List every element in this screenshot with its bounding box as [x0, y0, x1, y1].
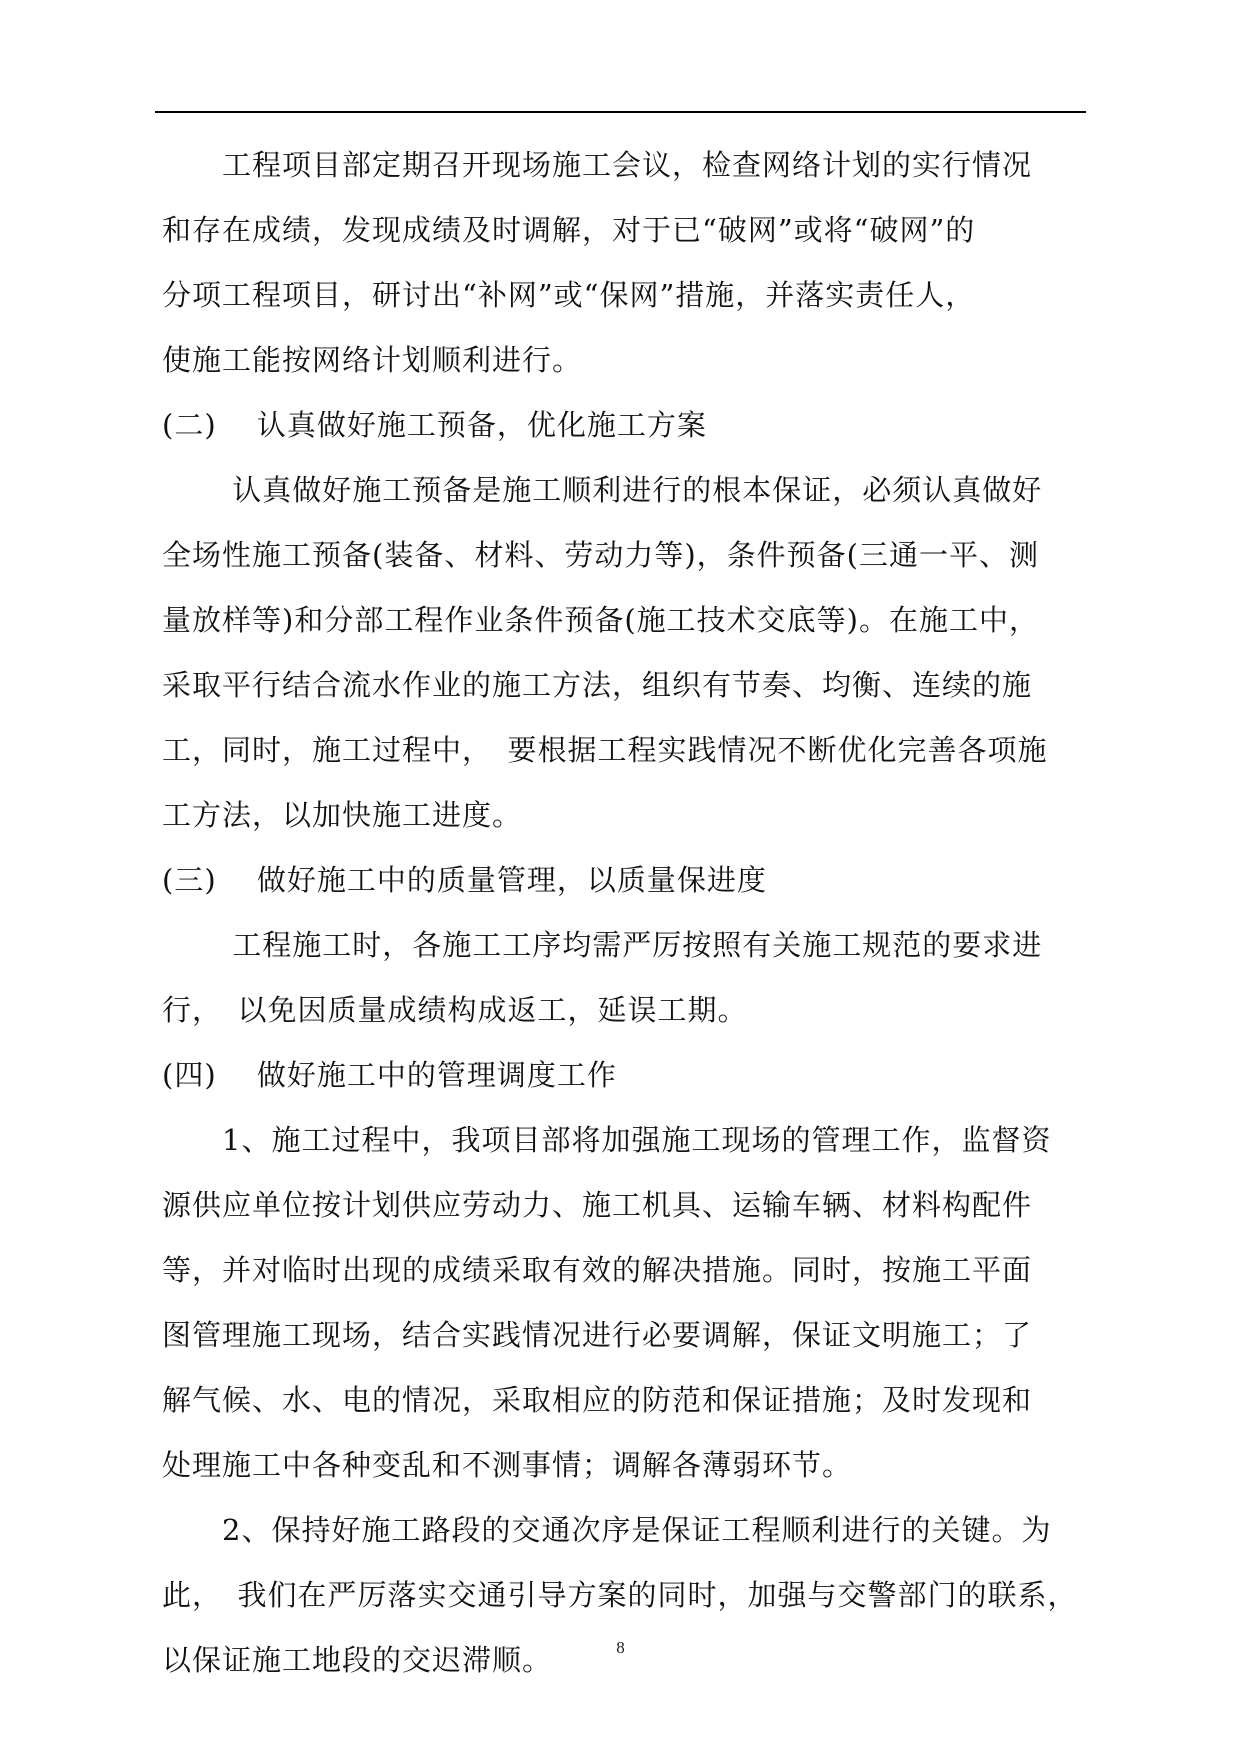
text-line: 分项工程项目，研讨出“补网”或“保网”措施，并落实责任人，: [162, 278, 976, 312]
document-body: [162, 133, 1092, 1693]
text-line: 和存在成绩，发现成绩及时调解，对于已“破网”或将“破网”的: [162, 213, 976, 247]
text-line: 处理施工中各种变乱和不测事情；调解各薄弱环节。: [162, 1448, 853, 1482]
text-line: 此， 我们在严厉落实交通引导方案的同时，加强与交警部门的联系，: [162, 1578, 1078, 1612]
header-rule: [155, 111, 1086, 113]
text-line: 源供应单位按计划供应劳动力、施工机具、运输车辆、材料构配件: [162, 1188, 1033, 1222]
text-line: 全场性施工预备(装备、材料、劳动力等)，条件预备(三通一平、测: [162, 538, 1039, 572]
text-line: 认真做好施工预备是施工顺利进行的根本保证，必须认真做好: [162, 473, 1043, 507]
text-line: 解气候、水、电的情况，采取相应的防范和保证措施；及时发现和: [162, 1383, 1033, 1417]
text-line: 以保证施工地段的交迟滞顺。: [162, 1643, 553, 1677]
text-line: 1、施工过程中，我项目部将加强施工现场的管理工作，监督资: [162, 1123, 1052, 1157]
section-heading-3: (三) 做好施工中的质量管理，以质量保进度: [162, 863, 767, 897]
text-line: 行， 以免因质量成绩构成返工，延误工期。: [162, 993, 748, 1027]
text-line: 工程施工时，各施工工序均需严厉按照有关施工规范的要求进: [162, 928, 1043, 962]
section-heading-4: (四) 做好施工中的管理调度工作: [162, 1058, 617, 1092]
text-line: 2、保持好施工路段的交通次序是保证工程顺利进行的关键。为: [162, 1513, 1052, 1547]
text-line: 等，并对临时出现的成绩采取有效的解决措施。同时，按施工平面: [162, 1253, 1033, 1287]
text-line: 采取平行结合流水作业的施工方法，组织有节奏、均衡、连续的施: [162, 668, 1033, 702]
text-line: 工，同时，施工过程中， 要根据工程实践情况不断优化完善各项施: [162, 733, 1048, 767]
page-number: 8: [616, 1638, 625, 1657]
text-line: 工程项目部定期召开现场施工会议，检查网络计划的实行情况: [162, 148, 1033, 182]
text-line: 量放样等)和分部工程作业条件预备(施工技术交底等)。在施工中，: [162, 603, 1039, 637]
text-line: 工方法，以加快施工进度。: [162, 798, 523, 832]
section-heading-2: (二) 认真做好施工预备，优化施工方案: [162, 408, 707, 442]
text-line: 图管理施工现场，结合实践情况进行必要调解，保证文明施工；了: [162, 1318, 1033, 1352]
text-line: 使施工能按网络计划顺利进行。: [162, 343, 583, 377]
